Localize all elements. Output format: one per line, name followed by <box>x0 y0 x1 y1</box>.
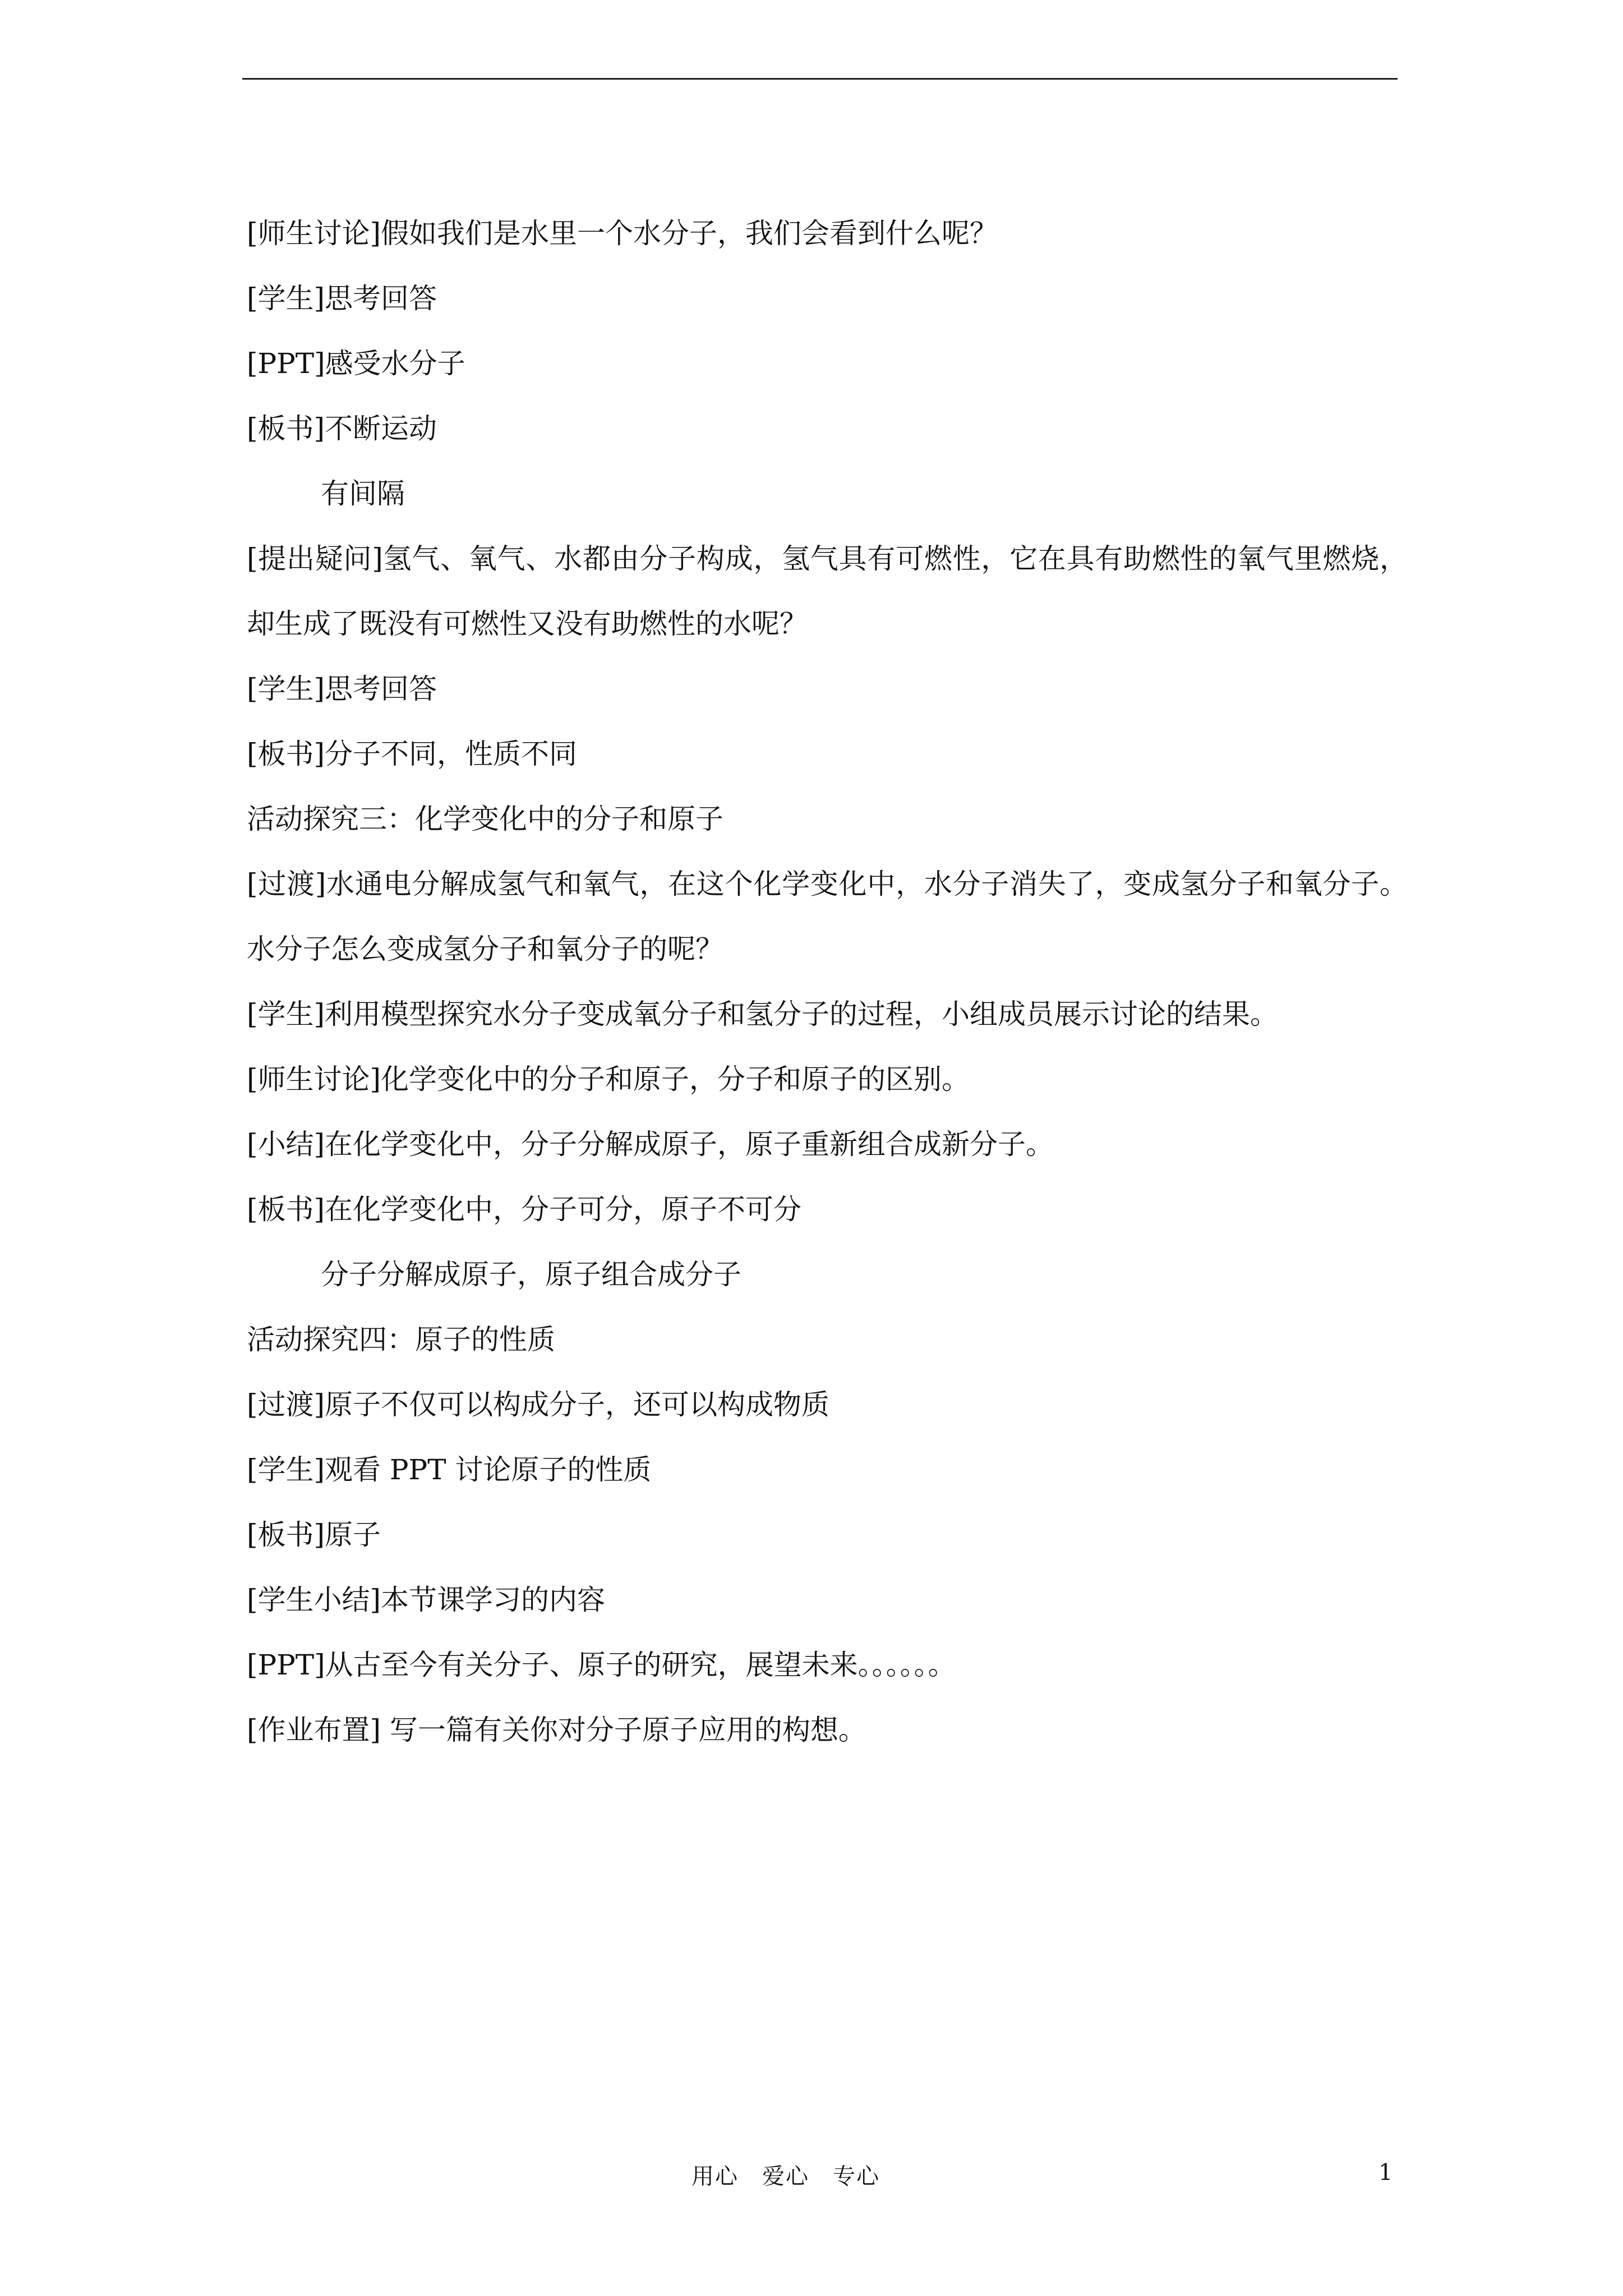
line-student-watch-ppt: [学生]观看 PPT 讨论原子的性质 <box>247 1453 652 1486</box>
line-transition-electrolysis-part2: 水分子怎么变成氢分子和氧分子的呢？ <box>247 933 723 965</box>
footer-motto: 用心 爱心 专心 <box>691 2164 880 2189</box>
line-question-part1: [提出疑问]氢气、氧气、水都由分子构成，氢气具有可燃性，它在具有助燃性的氧气里燃烧， <box>247 542 1408 575</box>
line-board-constant-motion: [板书]不断运动 <box>247 412 437 445</box>
line-ppt-water-molecule: [PPT]感受水分子 <box>247 347 465 380</box>
line-board-interval: 有间隔 <box>321 477 405 510</box>
line-teacher-student-discussion: [师生讨论]假如我们是水里一个水分子，我们会看到什么呢？ <box>247 217 998 250</box>
line-transition-electrolysis-part1: [过渡]水通电分解成氢气和氧气，在这个化学变化中，水分子消失了，变成氢分子和氧分子。 <box>247 868 1408 900</box>
line-student-summary: [学生小结]本节课学习的内容 <box>247 1584 606 1616</box>
line-board-different-molecules: [板书]分子不同，性质不同 <box>247 738 578 770</box>
line-activity-three-heading: 活动探究三：化学变化中的分子和原子 <box>247 803 723 835</box>
line-board-divisible: [板书]在化学变化中，分子可分，原子不可分 <box>247 1193 802 1226</box>
page-number: 1 <box>1378 2160 1393 2185</box>
line-homework: [作业布置] 写一篇有关你对分子原子应用的构想。 <box>247 1714 866 1746</box>
line-question-part2: 却生成了既没有可燃性又没有助燃性的水呢？ <box>247 608 808 640</box>
line-transition-atoms: [过渡]原子不仅可以构成分子，还可以构成物质 <box>247 1388 830 1421</box>
header-rule <box>242 78 1398 80</box>
line-board-decompose: 分子分解成原子，原子组合成分子 <box>321 1258 741 1291</box>
line-board-atom: [板书]原子 <box>247 1519 381 1551</box>
line-student-model-exploration: [学生]利用模型探究水分子变成氧分子和氢分子的过程，小组成员展示讨论的结果。 <box>247 998 1279 1030</box>
line-student-answer-2: [学生]思考回答 <box>247 673 437 705</box>
line-activity-four-heading: 活动探究四：原子的性质 <box>247 1323 555 1356</box>
line-teacher-student-discussion-2: [师生讨论]化学变化中的分子和原子，分子和原子的区别。 <box>247 1063 970 1096</box>
document-body <box>247 209 1408 1770</box>
line-ppt-history: [PPT]从古至今有关分子、原子的研究，展望未来。。。。。。 <box>247 1649 956 1681</box>
line-student-answer: [学生]思考回答 <box>247 282 437 315</box>
line-summary: [小结]在化学变化中，分子分解成原子，原子重新组合成新分子。 <box>247 1128 1054 1161</box>
